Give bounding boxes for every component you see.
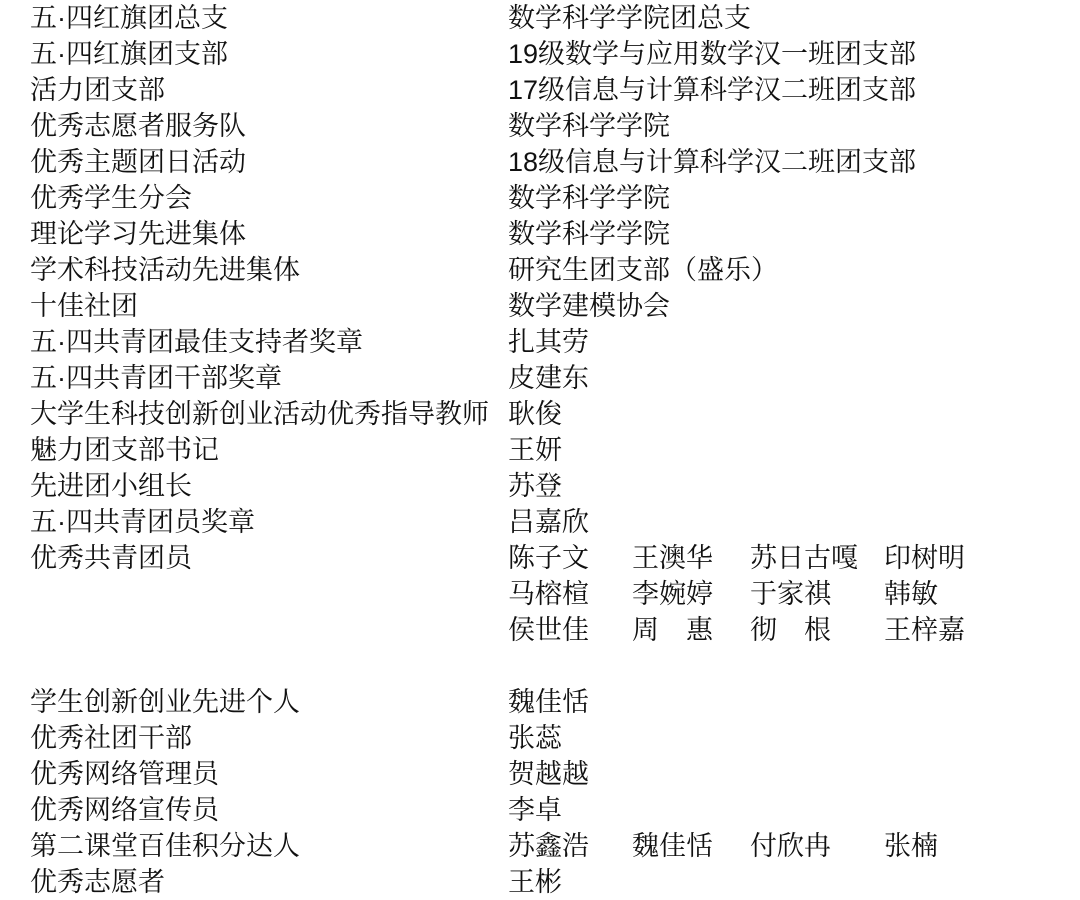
award-recipients: [508, 180, 1080, 216]
table-row: [0, 432, 1080, 468]
award-recipients: [508, 756, 1080, 792]
award-recipients: [508, 504, 1080, 540]
recipient-name: 贺越越: [508, 759, 589, 789]
award-recipients: [508, 252, 1080, 288]
award-recipients: [508, 828, 1080, 864]
recipient-name: 王彬: [508, 867, 562, 897]
award-recipients: [508, 216, 1080, 252]
recipient-name: 魏佳恬: [632, 831, 713, 861]
recipient-name: 王梓嘉: [884, 615, 965, 645]
recipient-name: 17级信息与计算科学汉二班团支部: [508, 75, 917, 105]
table-row: [0, 144, 1080, 180]
table-row: [0, 0, 1080, 36]
table-row: [0, 576, 1080, 612]
table-row: [0, 36, 1080, 72]
table-row: [0, 252, 1080, 288]
award-title: 优秀志愿者: [30, 867, 165, 897]
recipient-name: 19级数学与应用数学汉一班团支部: [508, 39, 917, 69]
recipient-name: 李婉婷: [632, 579, 713, 609]
recipient-name: 数学建模协会: [508, 291, 670, 321]
recipient-name: 苏登: [508, 471, 562, 501]
award-recipients: [508, 576, 1080, 612]
award-recipients: [508, 288, 1080, 324]
recipient-name: 数学科学学院: [508, 219, 670, 249]
award-title: 优秀网络宣传员: [30, 795, 219, 825]
recipient-name: 韩敏: [884, 579, 938, 609]
recipient-name: 张楠: [884, 831, 938, 861]
award-recipients: [508, 612, 1080, 648]
table-row: [0, 648, 1080, 684]
recipient-name: 苏日古嘎: [750, 543, 858, 573]
award-title: 优秀学生分会: [30, 183, 192, 213]
award-recipients: [508, 0, 1080, 36]
award-recipients: [508, 36, 1080, 72]
award-title: 优秀社团干部: [30, 723, 192, 753]
table-row: [0, 720, 1080, 756]
award-recipients: [508, 792, 1080, 828]
table-row: [0, 288, 1080, 324]
table-row: [0, 360, 1080, 396]
award-recipients: [508, 684, 1080, 720]
award-title: 学生创新创业先进个人: [30, 687, 300, 717]
recipient-name: 周 惠: [632, 615, 713, 645]
recipient-name: 数学科学学院团总支: [508, 3, 751, 33]
table-row: [0, 540, 1080, 576]
recipient-name: 陈子文: [508, 543, 589, 573]
table-row: [0, 324, 1080, 360]
recipient-name: 扎其劳: [508, 327, 589, 357]
table-row: [0, 72, 1080, 108]
award-recipients: [508, 144, 1080, 180]
table-row: [0, 828, 1080, 864]
award-recipients: [508, 108, 1080, 144]
award-title: 优秀主题团日活动: [30, 147, 246, 177]
recipient-name: 王澳华: [632, 543, 713, 573]
recipient-name: 耿俊: [508, 399, 562, 429]
recipient-name: 于家祺: [750, 579, 831, 609]
table-row: [0, 108, 1080, 144]
table-row: [0, 864, 1080, 900]
award-recipients: [508, 864, 1080, 900]
award-title: 大学生科技创新创业活动优秀指导教师: [30, 399, 489, 429]
award-title: 五·四共青团干部奖章: [30, 363, 282, 393]
recipient-name: 研究生团支部（盛乐）: [508, 255, 778, 285]
table-row: [0, 684, 1080, 720]
award-recipients: [508, 720, 1080, 756]
award-recipients: [508, 324, 1080, 360]
table-row: [0, 612, 1080, 648]
recipient-name: 吕嘉欣: [508, 507, 589, 537]
award-recipients: [508, 360, 1080, 396]
table-row: [0, 504, 1080, 540]
award-recipients: [508, 468, 1080, 504]
recipient-name: 付欣冉: [750, 831, 831, 861]
table-row: [0, 216, 1080, 252]
award-recipients: [508, 72, 1080, 108]
recipient-name: 18级信息与计算科学汉二班团支部: [508, 147, 917, 177]
recipient-name: 李卓: [508, 795, 562, 825]
table-row: [0, 792, 1080, 828]
award-title: 先进团小组长: [30, 471, 192, 501]
recipient-name: 魏佳恬: [508, 687, 589, 717]
recipient-name: 皮建东: [508, 363, 589, 393]
award-title: 学术科技活动先进集体: [30, 255, 300, 285]
award-title: 五·四共青团员奖章: [30, 507, 255, 537]
recipient-name: 张蕊: [508, 723, 562, 753]
recipient-name: 侯世佳: [508, 615, 589, 645]
award-recipients: [508, 432, 1080, 468]
award-recipients: [508, 540, 1080, 576]
award-title: 十佳社团: [30, 291, 138, 321]
recipient-name: 数学科学学院: [508, 183, 670, 213]
award-title: 理论学习先进集体: [30, 219, 246, 249]
table-row: [0, 396, 1080, 432]
award-title: 五·四共青团最佳支持者奖章: [30, 327, 363, 357]
table-row: [0, 756, 1080, 792]
award-title: 五·四红旗团支部: [30, 39, 228, 69]
recipient-name: 彻 根: [750, 615, 831, 645]
table-row: [0, 468, 1080, 504]
recipient-name: 印树明: [884, 543, 965, 573]
award-title: 优秀网络管理员: [30, 759, 219, 789]
recipient-name: 苏鑫浩: [508, 831, 589, 861]
award-title: 优秀志愿者服务队: [30, 111, 246, 141]
award-title: 优秀共青团员: [30, 543, 192, 573]
award-title: 五·四红旗团总支: [30, 3, 228, 33]
table-row: [0, 180, 1080, 216]
recipient-name: 王妍: [508, 435, 562, 465]
recipient-name: 马榕楦: [508, 579, 589, 609]
award-title: 活力团支部: [30, 75, 165, 105]
recipient-name: 数学科学学院: [508, 111, 670, 141]
award-title: 第二课堂百佳积分达人: [30, 831, 300, 861]
award-title: 魅力团支部书记: [30, 435, 219, 465]
award-recipients: [508, 396, 1080, 432]
